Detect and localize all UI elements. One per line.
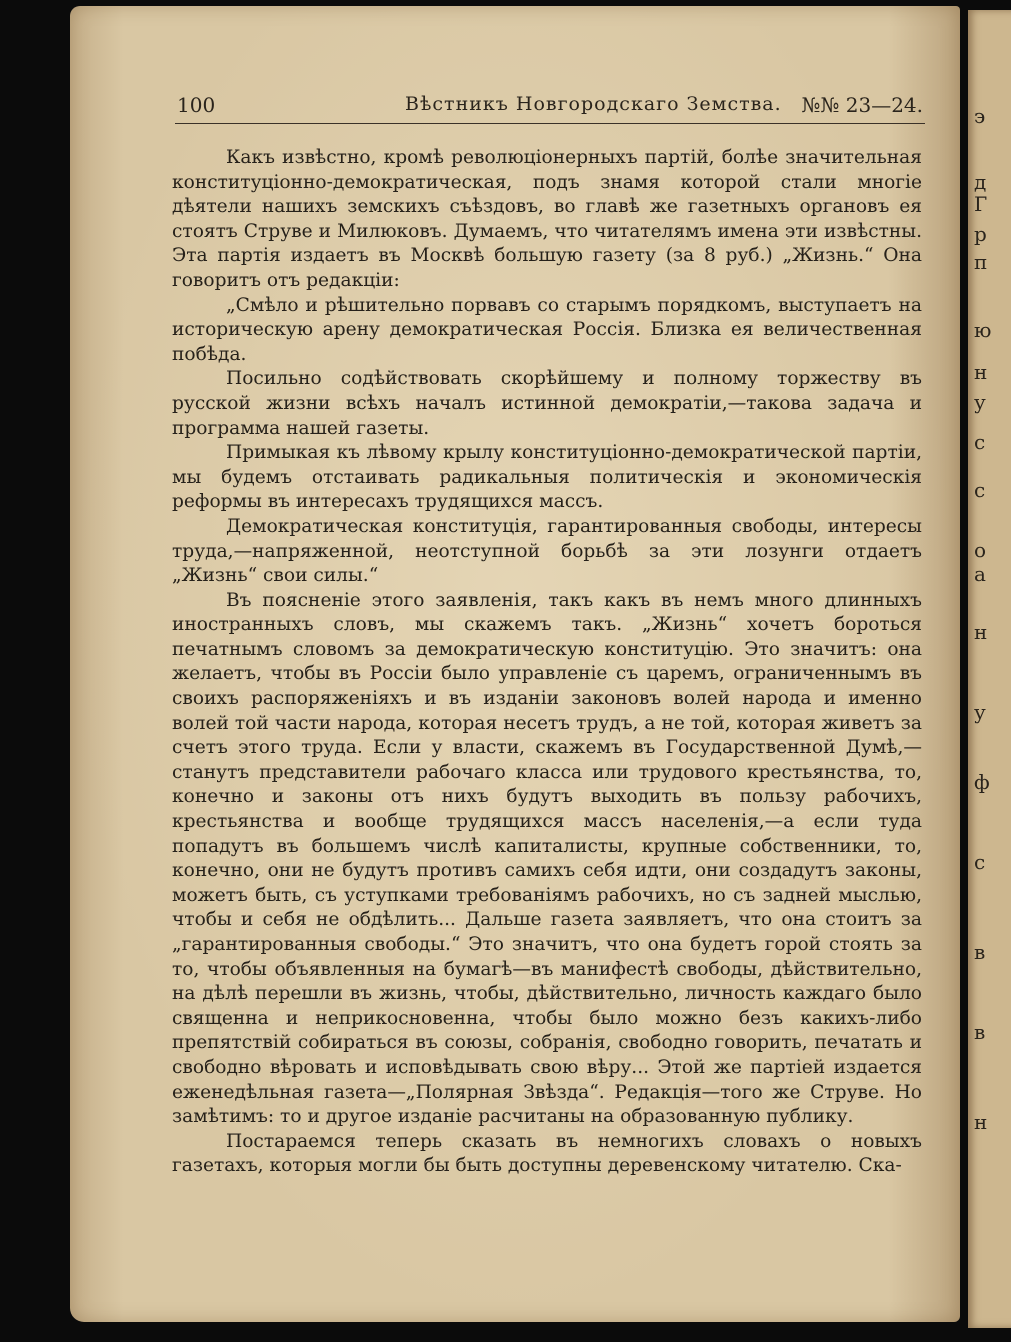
adjacent-page-fragment: с: [974, 430, 986, 454]
adjacent-page-fragment: с: [974, 478, 986, 502]
paragraph: Какъ извѣстно, кромѣ революціонерныхъ партій, болѣе значительная конституціонно-демократическая, подъ знамя которой стали многіе дѣятели нашихъ земскихъ съѣздовъ, во главѣ же газетныхъ органовъ ея стоятъ Струве и Милюковъ. Думаемъ, что читателямъ имена эти извѣстны. Эта партія издаетъ въ Москвѣ большую газету (за 8 руб.) „Жизнь.“ Она говоритъ отъ редакціи:: [172, 147, 922, 291]
adjacent-page-fragment: a: [974, 562, 986, 586]
adjacent-page-fragment: с: [974, 850, 986, 874]
adjacent-page-fragment: п: [974, 250, 988, 274]
paragraph: Примыкая къ лѣвому крылу конституціонно-демократической партіи, мы будемъ отстаивать радикальныя политическія и экономическія реформы въ интересахъ трудящихся массъ.: [172, 442, 922, 513]
adjacent-page-fragment: р: [974, 222, 987, 246]
paragraph: „Смѣло и рѣшительно порвавъ со старымъ порядкомъ, выступаетъ на историческую арену демократическая Россія. Близка ея величественная побѣда.: [172, 294, 922, 365]
adjacent-page-fragment: н: [974, 1110, 988, 1134]
adjacent-page-fragment: н: [974, 620, 988, 644]
adjacent-page-fragment: д: [974, 170, 987, 194]
adjacent-page-fragment: у: [974, 700, 986, 724]
adjacent-page-fragment: Г: [974, 192, 988, 216]
journal-title: Вѣстникъ Новгородскаго Земства.: [405, 93, 782, 115]
article-body: [172, 146, 922, 1179]
running-header: [175, 93, 925, 124]
paragraph: Постараемся теперь сказать въ немногихъ словахъ о новыхъ газетахъ, которыя могли бы быть доступны деревенскому читателю. Ска-: [172, 1130, 922, 1177]
adjacent-page-fragment: в: [974, 940, 986, 964]
paragraph: Въ поясненіе этого заявленія, такъ какъ въ немъ много длинныхъ иностранныхъ словъ, мы скажемъ такъ. „Жизнь“ хочетъ бороться печатнымъ словомъ за демократическую конституцію. Это значитъ: она желаетъ, чтобы въ Россіи было управленіе съ царемъ, ограниченнымъ въ своихъ распоряженіяхъ и въ изданіи законовъ волей народа и именно волей той части народа, которая несетъ трудъ, а не той, которая живетъ за счетъ этого труда. Если у власти, скажемъ въ Государственной Думѣ,—станутъ представители рабочаго класса или трудового крестьянства, то, конечно и законы отъ нихъ будутъ выходить въ пользу рабочихъ, крестьянства и вообще трудящихся массъ населенія,—а если туда попадутъ въ большемъ числѣ капиталисты, крупные собственники, то, конечно, они не будутъ противъ самихъ себя идти, они создадутъ законы, можетъ быть, съ уступками требованіямъ рабочихъ, но съ задней мыслью, чтобы и себя не обдѣлить... Дальше газета заявляетъ, что она стоитъ за „гарантированныя свободы.“ Это значитъ, что она будетъ горой стоять за то, чтобы объявленныя на бумагѣ—въ манифестѣ свободы, дѣйствительно, на дѣлѣ перешли въ жизнь, чтобы, дѣйствительно, личность каждаго было священна и неприкосновенна, чтобы было можно безъ какихъ-либо препятствій собираться въ союзы, собранія, свободно говорить, печатать и свободно вѣровать и исповѣдывать свою вѣру... Этой же партіей издается еженедѣльная газета—„Полярная Звѣзда“. Редакція—того же Струве. Но замѣтимъ: то и другое изданіе расчитаны на образованную публику.: [172, 589, 922, 1128]
adjacent-page-fragment: ф: [974, 770, 990, 794]
adjacent-page-edge: [968, 10, 1011, 1328]
issue-number: №№ 23—24.: [801, 93, 923, 117]
adjacent-page-fragment: э: [974, 104, 986, 128]
adjacent-page-fragment: ю: [974, 318, 992, 342]
paragraph: Посильно содѣйствовать скорѣйшему и полному торжеству въ русской жизни всѣхъ началъ истинной демократіи,—такова задача и программа нашей газеты.: [172, 368, 922, 439]
adjacent-page-fragment: у: [974, 390, 986, 414]
adjacent-page-fragment: н: [974, 360, 988, 384]
paragraph: Демократическая конституція, гарантированныя свободы, интересы труда,—напряженной, неотступной борьбѣ за эти лозунги отдаетъ „Жизнь“ свои силы.“: [172, 515, 922, 587]
page-number: 100: [177, 93, 216, 117]
adjacent-page-fragment: в: [974, 1020, 986, 1044]
adjacent-page-fragment: о: [974, 538, 987, 562]
